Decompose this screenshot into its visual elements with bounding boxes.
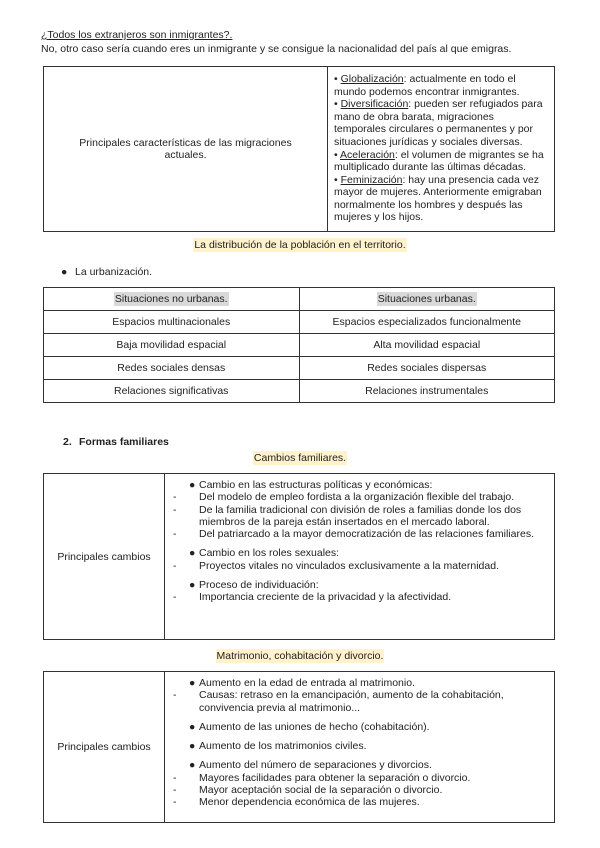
sub-item-text: Del modelo de empleo fordista a la organización flexible del trabajo. <box>199 491 515 504</box>
dash-icon: - <box>173 491 177 504</box>
section-title: Formas familiares <box>79 436 169 448</box>
marriage-heading-text: Matrimonio, cohabitación y divorcio. <box>216 650 384 662</box>
header-non-urban: Situaciones no urbanas. <box>114 293 228 305</box>
migration-item-text: : actualmente en todo el mundo podemos encontrar inmigrantes. <box>334 72 520 98</box>
migration-characteristics-table <box>43 66 555 232</box>
distribution-heading <box>0 239 600 251</box>
list-item-text: Proceso de individuación: <box>199 579 319 592</box>
sub-item-text: Mayores facilidades para obtener la separación o divorcio. <box>199 771 471 784</box>
table-cell: Redes sociales densas <box>44 357 300 380</box>
migration-item-term: Diversificación <box>340 98 409 111</box>
dash-icon: - <box>173 591 177 604</box>
dash-icon: - <box>173 771 177 784</box>
question-title-text: ¿Todos los extranjeros son inmigrantes? <box>41 29 230 41</box>
migration-item-text: : pueden ser refugiados para mano de obra barata, migraciones temporales circulares o permanentes y por situaciones jurídicas y sociales diversas. <box>334 98 543 148</box>
distribution-heading-text: La distribución de la población en el territorio. <box>194 239 406 251</box>
sub-item-text: De la familia tradicional con división de roles a familias donde los dos miembros de la pareja están insertados en el mercado laboral. <box>199 503 522 528</box>
table-cell: Espacios especializados funcionalmente <box>299 311 555 334</box>
dash-icon: - <box>173 559 177 572</box>
bullet-icon: ● <box>189 547 196 560</box>
family-changes-heading-text: Cambios familiares. <box>253 452 347 464</box>
family-table-content <box>165 474 555 640</box>
table-cell: Baja movilidad espacial <box>44 334 300 357</box>
dash-icon: - <box>173 796 177 809</box>
table-header-cell <box>299 288 555 311</box>
urbanization-bullet-text: La urbanización. <box>75 266 153 278</box>
sub-item <box>173 528 548 540</box>
table-row <box>44 334 555 357</box>
sub-item-text: Mayor aceptación social de la separación o divorcio. <box>199 784 443 797</box>
table-cell: Alta movilidad espacial <box>299 334 555 357</box>
urbanization-table <box>43 287 555 403</box>
sub-item-text: Causas: retraso en la emancipación, aumento de la cohabitación, convivencia previa al matrimonio... <box>199 689 504 714</box>
list-item-text: Cambio en los roles sexuales: <box>199 547 340 560</box>
sub-item <box>173 772 548 784</box>
table-cell: Relaciones significativas <box>44 380 300 403</box>
family-changes-table <box>43 473 555 640</box>
list-item-text: Cambio en las estructuras políticas y económicas: <box>199 479 433 491</box>
migration-item-term: Feminización <box>340 173 403 186</box>
sub-item-text: Proyectos vitales no vinculados exclusivamente a la maternidad. <box>199 559 499 572</box>
migration-item-term: Globalización <box>340 72 404 85</box>
marriage-table-label: Principales cambios <box>44 672 165 823</box>
sub-item <box>173 491 548 503</box>
migration-item: • Globalización: actualmente en todo el mundo podemos encontrar inmigrantes. <box>334 72 520 98</box>
bullet-icon: ● <box>189 740 196 753</box>
table-row <box>44 380 555 403</box>
list-item-text: Aumento de los matrimonios civiles. <box>199 740 367 753</box>
migration-table-label: Principales características de las migraciones actuales. <box>44 67 328 232</box>
bullet-icon: ● <box>189 479 196 491</box>
table-header-row <box>44 288 555 311</box>
migration-item-term: Aceleración <box>340 148 395 161</box>
migration-item-text: : el volumen de migrantes se ha multiplicado durante las últimas décadas. <box>334 148 544 174</box>
bullet-icon: ● <box>189 677 196 689</box>
migration-table-content <box>328 67 555 232</box>
section-heading <box>63 436 169 448</box>
marriage-heading <box>0 650 600 662</box>
table-cell: Espacios multinacionales <box>44 311 300 334</box>
dash-icon: - <box>173 689 177 702</box>
sub-item <box>173 560 548 572</box>
dash-icon: - <box>173 528 177 541</box>
sub-item <box>173 796 548 808</box>
table-row <box>44 357 555 380</box>
sub-item <box>173 689 548 714</box>
sub-item <box>173 591 548 603</box>
dash-icon: - <box>173 784 177 797</box>
section-number: 2. <box>63 436 72 448</box>
sub-item <box>173 784 548 796</box>
list-item <box>173 677 548 689</box>
list-item-text: Aumento de las uniones de hecho (cohabitación). <box>199 720 430 733</box>
family-changes-heading <box>0 452 600 464</box>
list-item <box>173 759 548 771</box>
question-answer: No, otro caso sería cuando eres un inmigrante y se consigue la nacionalidad del país al que emigras. <box>41 43 512 55</box>
sub-item-text: Importancia creciente de la privacidad y la afectividad. <box>199 591 452 604</box>
sub-item <box>173 504 548 529</box>
sub-item-text: Del patriarcado a la mayor democratización de las relaciones familiares. <box>199 528 534 541</box>
list-item-text: Aumento del número de separaciones y divorcios. <box>199 759 432 772</box>
list-item <box>173 740 548 752</box>
table-cell: Redes sociales dispersas <box>299 357 555 380</box>
list-item <box>173 721 548 733</box>
migration-item: • Aceleración: el volumen de migrantes se ha multiplicado durante las últimas décadas. <box>334 148 544 174</box>
migration-item: • Diversificación: pueden ser refugiados para mano de obra barata, migraciones temporales circulares o permanentes y por situaciones jurídicas y sociales diversas. <box>334 98 543 148</box>
list-item-text: Aumento en la edad de entrada al matrimonio. <box>199 677 415 689</box>
migration-item: • Feminización: hay una presencia cada vez mayor de mujeres. Anteriormente emigraban normalmente los hombres y después las mujeres y los hijos. <box>334 173 542 224</box>
urbanization-bullet <box>61 266 152 278</box>
question-title <box>41 29 232 41</box>
marriage-table-content <box>165 672 555 823</box>
table-row <box>44 311 555 334</box>
dash-icon: - <box>173 503 177 516</box>
marriage-changes-table <box>43 671 555 823</box>
bullet-icon: ● <box>189 720 196 733</box>
table-cell: Relaciones instrumentales <box>299 380 555 403</box>
bullet-icon: ● <box>189 759 196 772</box>
migration-item-text: : hay una presencia cada vez mayor de mujeres. Anteriormente emigraban normalmente los hombres y después las mujeres y los hijos. <box>334 173 542 224</box>
bullet-icon: ● <box>189 579 196 592</box>
bullet-icon: ● <box>61 266 68 278</box>
list-item <box>173 479 548 491</box>
header-urban: Situaciones urbanas. <box>377 293 476 305</box>
sub-item-text: Menor dependencia económica de las mujeres. <box>199 796 420 809</box>
table-header-cell <box>44 288 300 311</box>
list-item <box>173 579 548 591</box>
family-table-label: Principales cambios <box>44 474 165 640</box>
list-item <box>173 547 548 559</box>
question-title-suffix: . <box>229 29 233 41</box>
